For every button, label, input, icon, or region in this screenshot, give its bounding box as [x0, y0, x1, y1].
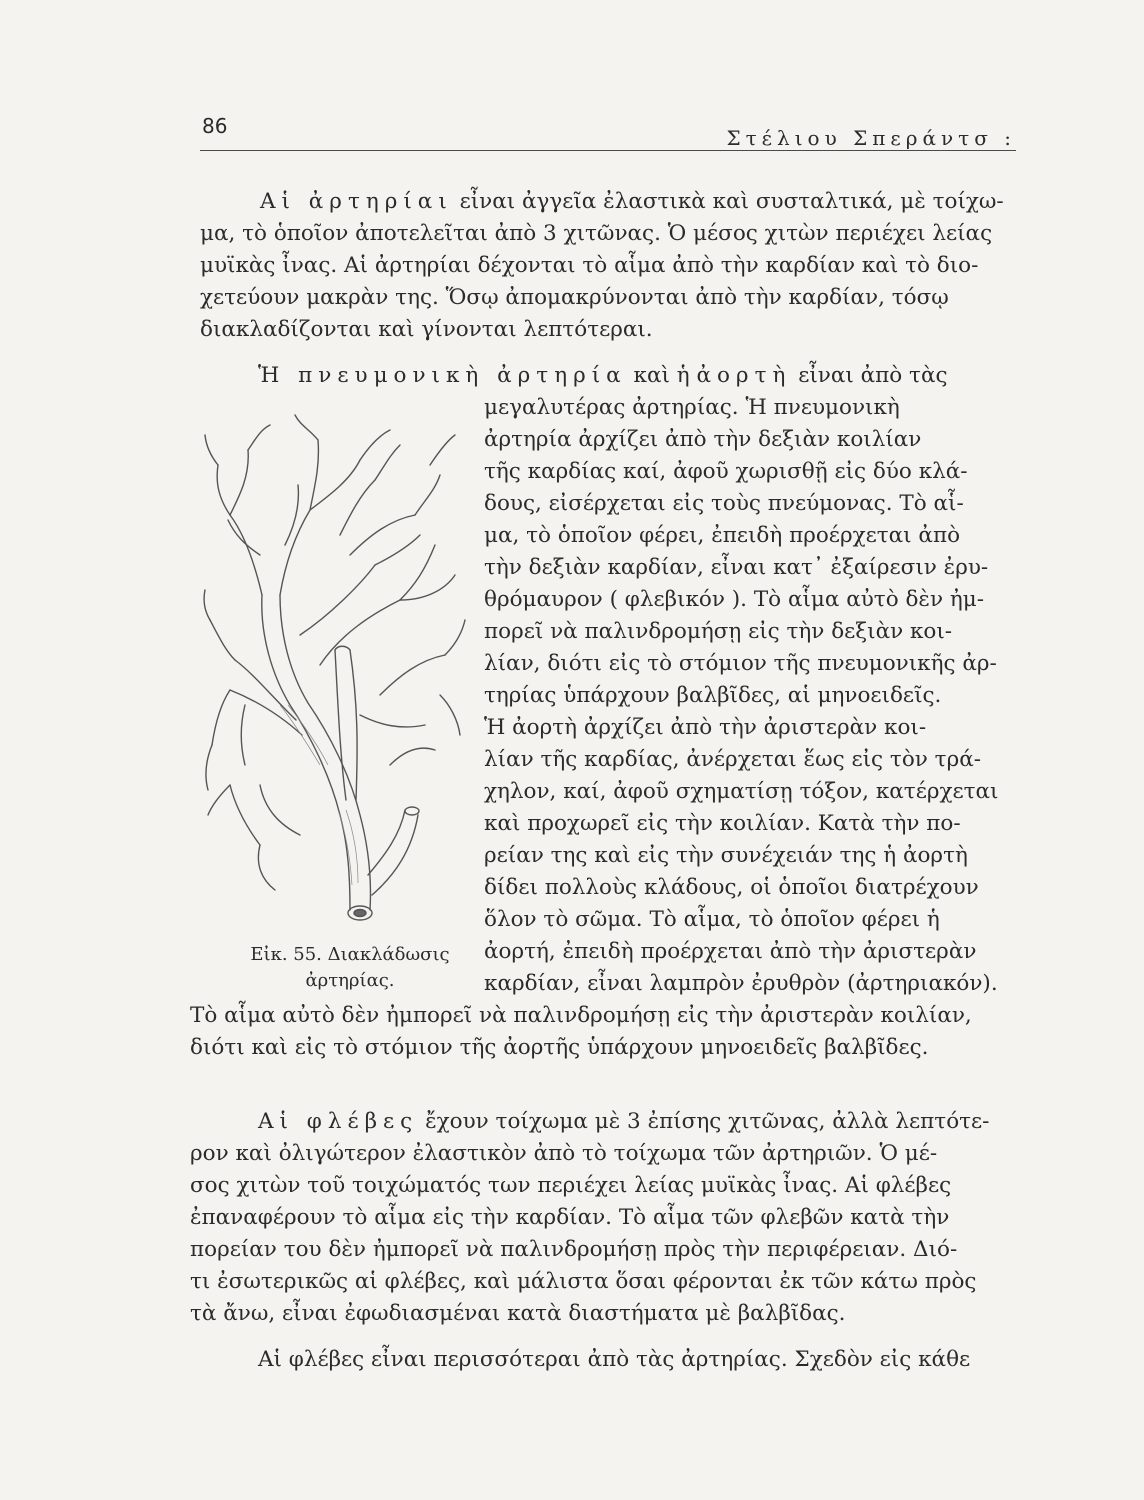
- term-aorta: ἀορτὴ: [696, 363, 792, 388]
- page-header: [200, 104, 1016, 151]
- side-line: μα, τὸ ὁποῖον φέρει, ἐπειδὴ προέρχεται ἀπὸ: [484, 523, 961, 548]
- term-pulmonary-artery: Ἡ πνευμονικὴ ἀρτηρία: [258, 363, 627, 388]
- paragraph2-full-line1: Τὸ αἷμα αὐτὸ δὲν ἠμπορεῖ νὰ παλινδρομήσῃ εἰς τὴν ἀριστερὰν κοιλίαν,: [190, 1003, 972, 1028]
- side-line: καρδίαν, εἶναι λαμπρὸν ἐρυθρὸν (ἀρτηριακόν).: [484, 971, 998, 996]
- paragraph1-line3: μυϊκὰς ἶνας. Αἱ ἀρτηρίαι δέχονται τὸ αἷμα ἀπὸ τὴν καρδίαν καὶ τὸ διο-: [200, 253, 979, 278]
- side-line: πορεῖ νὰ παλινδρομήσῃ εἰς τὴν δεξιὰν κοι-: [484, 619, 953, 644]
- paragraph4-line1: Αἱ φλέβες εἶναι περισσότεραι ἀπὸ τὰς ἀρτηρίας. Σχεδὸν εἰς κάθε: [258, 1347, 971, 1372]
- paragraph3-line2: ρον καὶ ὀλιγώτερον ἐλαστικὸν ἀπὸ τὸ τοίχωμα τῶν ἀρτηριῶν. Ὁ μέ-: [190, 1141, 938, 1166]
- paragraph1-line2: μα, τὸ ὁποῖον ἀποτελεῖται ἀπὸ 3 χιτῶνας. Ὁ μέσος χιτὼν περιέχει λείας: [200, 221, 993, 246]
- paragraph2-line1: [258, 362, 948, 390]
- side-line: ρείαν της καὶ εἰς τὴν συνέχειάν της ἡ ἀορτὴ: [484, 843, 968, 868]
- paragraph2-line1-mid: καὶ ἡ: [633, 363, 690, 388]
- paragraph1-line1: [260, 188, 1004, 216]
- side-line: δίδει πολλοὺς κλάδους, οἱ ὁποῖοι διατρέχουν: [484, 875, 979, 900]
- paragraph2-full-line2: διότι καὶ εἰς τὸ στόμιον τῆς ἀορτῆς ὑπάρχουν μηνοειδεῖς βαλβῖδες.: [190, 1035, 929, 1060]
- term-veins: Αἱ φλέβες: [258, 1109, 419, 1134]
- side-line: λίαν, διότι εἰς τὸ στόμιον τῆς πνευμονικῆς ἀρ-: [484, 651, 997, 676]
- side-line: Ἡ ἀορτὴ ἀρχίζει ἀπὸ τὴν ἀριστερὰν κοι-: [484, 715, 927, 740]
- side-line: μεγαλυτέρας ἀρτηρίας. Ἡ πνευμονικὴ: [484, 395, 900, 420]
- side-line: τηρίας ὑπάρχουν βαλβῖδες, αἱ μηνοειδεῖς.: [484, 683, 942, 708]
- side-line: τῆς καρδίας καί, ἀφοῦ χωρισθῇ εἰς δύο κλά-: [484, 459, 968, 484]
- caption-line1: Εἰκ. 55. Διακλάδωσις: [250, 944, 450, 965]
- side-line: θρόμαυρον ( φλεβικόν ). Τὸ αἷμα αὐτὸ δὲν ἠμ-: [484, 587, 984, 612]
- caption-line2: ἀρτηρίας.: [305, 970, 395, 991]
- side-line: χηλον, καί, ἀφοῦ σχηματίσῃ τόξον, κατέρχεται: [484, 779, 999, 804]
- running-head: Στέλιου Σπεράντσ :: [726, 126, 1016, 150]
- paragraph2-line1-end: εἶναι ἀπὸ τὰς: [798, 363, 948, 388]
- figure-caption: [210, 942, 490, 994]
- side-line: δους, εἰσέρχεται εἰς τοὺς πνεύμονας. Τὸ αἷ-: [484, 491, 964, 516]
- paragraph3-line3: σος χιτὼν τοῦ τοιχώματός των περιέχει λείας μυϊκὰς ἶνας. Αἱ φλέβες: [190, 1173, 952, 1198]
- paragraph3-line1: [258, 1108, 989, 1136]
- paragraph3-line6: τι ἐσωτερικῶς αἱ φλέβες, καὶ μάλιστα ὅσαι φέρονται ἐκ τῶν κάτω πρὸς: [190, 1269, 977, 1294]
- artery-branching-figure: [200, 405, 470, 945]
- paragraph1-line4: χετεύουν μακρὰν της. Ὅσῳ ἀπομακρύνονται ἀπὸ τὴν καρδίαν, τόσῳ: [200, 285, 949, 310]
- paragraph1-line1-text: εἶναι ἀγγεῖα ἐλαστικὰ καὶ συσταλτικά, μὲ τοίχω-: [459, 189, 1004, 214]
- paragraph1-line5: διακλαδίζονται καὶ γίνονται λεπτότεραι.: [200, 317, 653, 342]
- side-line: τὴν δεξιὰν καρδίαν, εἶναι κατ᾽ ἐξαίρεσιν ἐρυ-: [484, 555, 989, 580]
- paragraph3-line7: τὰ ἄνω, εἶναι ἐφωδιασμέναι κατὰ διαστήματα μὲ βαλβῖδας.: [190, 1301, 846, 1326]
- page-number: 86: [202, 114, 228, 138]
- side-line: λίαν τῆς καρδίας, ἀνέρχεται ἕως εἰς τὸν τρά-: [484, 747, 981, 772]
- paragraph3-line5: πορείαν του δὲν ἠμπορεῖ νὰ παλινδρομήσῃ πρὸς τὴν περιφέρειαν. Διό-: [190, 1237, 958, 1262]
- side-line: καὶ προχωρεῖ εἰς τὴν κοιλίαν. Κατὰ τὴν πο-: [484, 811, 961, 836]
- term-arteries: Αἱ ἀρτηρίαι: [260, 189, 453, 214]
- side-line: ἀρτηρία ἀρχίζει ἀπὸ τὴν δεξιὰν κοιλίαν: [484, 427, 922, 452]
- side-line: ὅλον τὸ σῶμα. Τὸ αἷμα, τὸ ὁποῖον φέρει ἡ: [484, 907, 940, 932]
- paragraph3-line1-text: ἔχουν τοίχωμα μὲ 3 ἐπίσης χιτῶνας, ἀλλὰ λεπτότε-: [425, 1109, 990, 1134]
- side-line: ἀορτή, ἐπειδὴ προέρχεται ἀπὸ τὴν ἀριστερὰν: [484, 939, 977, 964]
- artery-illustration: [200, 405, 470, 945]
- paragraph3-line4: ἐπαναφέρουν τὸ αἷμα εἰς τὴν καρδίαν. Τὸ αἷμα τῶν φλεβῶν κατὰ τὴν: [190, 1205, 950, 1230]
